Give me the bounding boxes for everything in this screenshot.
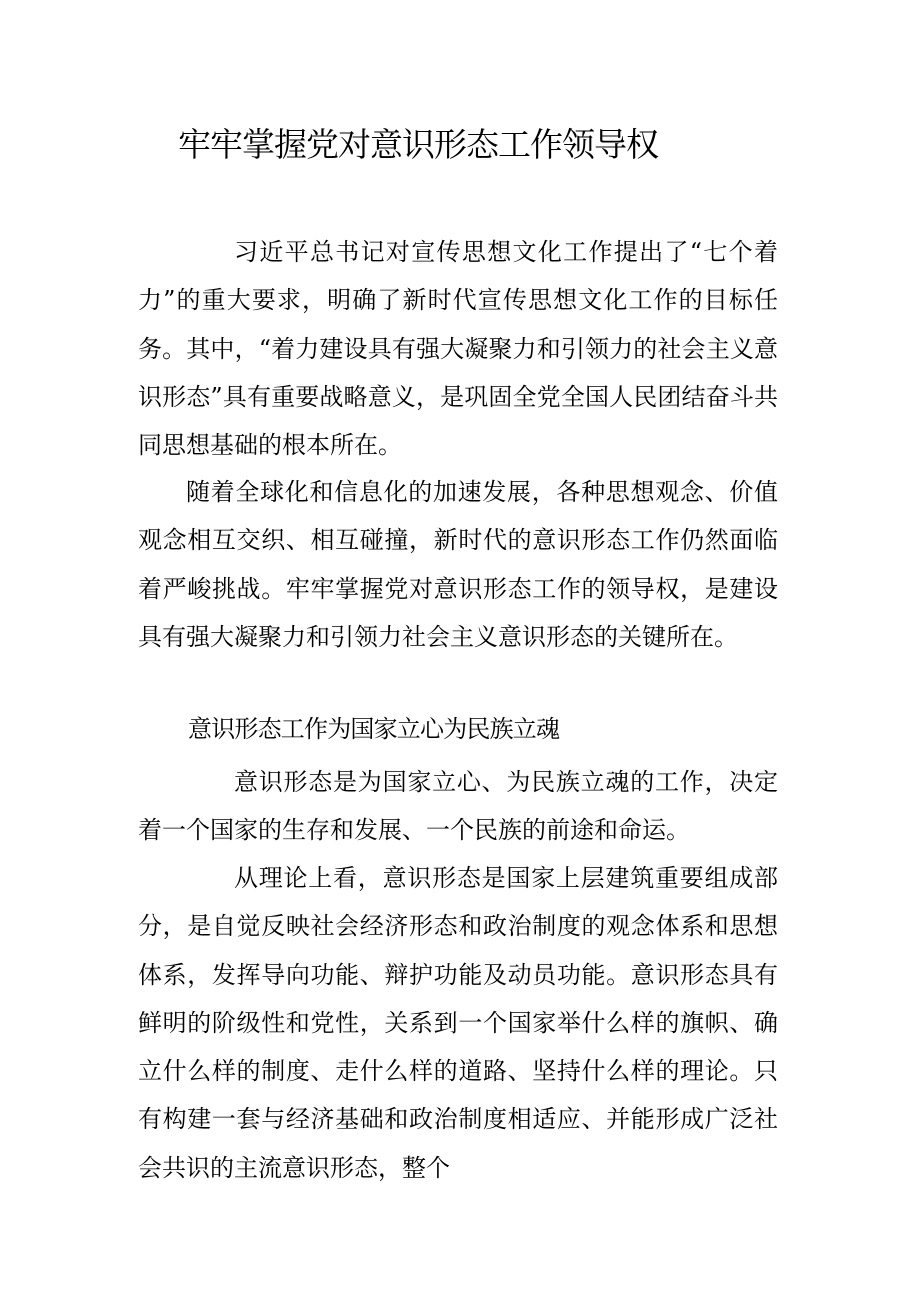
paragraph-intro: 习近平总书记对宣传思想文化工作提出了“七个着力”的重大要求，明确了新时代宣传思想文化工作的目标任务。其中，“着力建设具有强大凝聚力和引领力的社会主义意识形态”具有重要战略意义，是巩固全党全国人民团结奋斗共同思想基础的根本所在。 [138,238,778,460]
section-paragraph-theory: 从理论上看，意识形态是国家上层建筑重要组成部分，是自觉反映社会经济形态和政治制度的观念体系和思想体系，发挥导向功能、辩护功能及动员功能。意识形态具有鲜明的阶级性和党性，关系到一个国家举什么样的旗帜、确立什么样的制度、走什么样的道路、坚持什么样的理论。只有构建一套与经济基础和政治制度相适应、并能形成广泛社会共识的主流意识形态，整个 [138,864,778,1182]
paragraph-challenges: 随着全球化和信息化的加速发展，各种思想观念、价值观念相互交织、相互碰撞，新时代的意识形态工作仍然面临着严峻挑战。牢牢掌握党对意识形态工作的领导权，是建设具有强大凝聚力和引领力社会主义意识形态的关键所在。 [138,478,778,651]
section-heading: 意识形态工作为国家立心为民族立魂 [188,715,560,743]
section-paragraph-definition: 意识形态是为国家立心、为民族立魂的工作，决定着一个国家的生存和发展、一个民族的前途和命运。 [138,768,778,845]
document-title: 牢牢掌握党对意识形态工作领导权 [178,125,658,164]
